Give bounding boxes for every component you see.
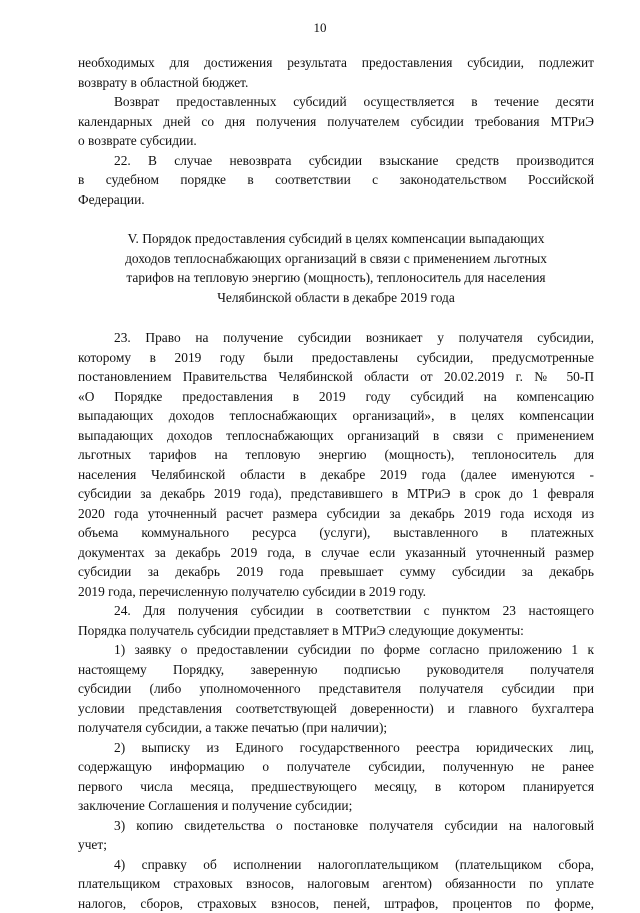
text-line: календарных дней со дня получения получателем субсидии требования МТРиЭ xyxy=(78,112,594,132)
text-line: 24. Для получения субсидии в соответствии с пунктом 23 настоящего xyxy=(78,601,594,621)
text-line: объема коммунального ресурса (услуги), выставленного в платежных xyxy=(78,523,594,543)
document-body xyxy=(78,53,594,913)
text-line: субсидии за декабрь 2019 года), представившего в МТРиЭ в срок до 1 февраля xyxy=(78,484,594,504)
text-line: настоящему Порядку, заверенную подписью руководителя получателя xyxy=(78,660,594,680)
text-line: субсидии (либо уполномоченного представителя получателя субсидии при xyxy=(78,679,594,699)
text-line: заключение Соглашения и получение субсидии; xyxy=(78,796,594,816)
paragraph-23 xyxy=(78,328,594,601)
text-line: выпадающих доходов теплоснабжающих организаций в связи с применением xyxy=(78,426,594,446)
text-line: выпадающих доходов теплоснабжающих организаций», в целях компенсации xyxy=(78,406,594,426)
list-item-4 xyxy=(78,855,594,913)
paragraph-24 xyxy=(78,601,594,640)
text-line: Порядка получатель субсидии представляет в МТРиЭ следующие документы: xyxy=(78,621,594,641)
heading-line: Челябинской области в декабре 2019 года xyxy=(78,288,594,308)
text-line: субсидии за декабрь 2019 года превышает сумму субсидии за декабрь xyxy=(78,562,594,582)
text-line: Возврат предоставленных субсидий осуществляется в течение десяти xyxy=(78,92,594,112)
text-line: плательщиком страховых взносов, налоговым агентом) обязанности по уплате xyxy=(78,874,594,894)
text-line: 23. Право на получение субсидии возникает у получателя субсидии, xyxy=(78,328,594,348)
page-number: 10 xyxy=(0,20,640,36)
paragraph-22 xyxy=(78,151,594,210)
text-line: возврату в областной бюджет. xyxy=(78,73,594,93)
heading-line: V. Порядок предоставления субсидий в целях компенсации выпадающих xyxy=(78,229,594,249)
text-line: которому в 2019 году были предоставлены субсидии, предусмотренные xyxy=(78,348,594,368)
text-line: «О Порядке предоставления в 2019 году субсидий на компенсацию xyxy=(78,387,594,407)
text-line: документах за декабрь 2019 года, в случае если указанный уточненный размер xyxy=(78,543,594,563)
text-line: 2020 года уточненный расчет размера субсидии за декабрь 2019 года исходя из xyxy=(78,504,594,524)
section-heading xyxy=(78,229,594,307)
text-line: о возврате субсидии. xyxy=(78,131,594,151)
paragraph-continuation xyxy=(78,53,594,92)
text-line: условии представления соответствующей доверенности) и главного бухгалтера xyxy=(78,699,594,719)
heading-line: тарифов на тепловую энергию (мощность), теплоноситель для населения xyxy=(78,268,594,288)
text-line: 4) справку об исполнении налогоплательщиком (плательщиком сбора, xyxy=(78,855,594,875)
text-line: 2019 года, перечисленную получателю субсидии в 2019 году. xyxy=(78,582,594,602)
text-line: получателя субсидии, а также печатью (при наличии); xyxy=(78,718,594,738)
text-line: населения Челябинской области в декабре 2019 года (далее именуются - xyxy=(78,465,594,485)
text-line: налогов, сборов, страховых взносов, пеней, штрафов, процентов по форме, xyxy=(78,894,594,913)
text-line: постановлением Правительства Челябинской области от 20.02.2019 г. № 50-П xyxy=(78,367,594,387)
text-line: 22. В случае невозврата субсидии взыскание средств производится xyxy=(78,151,594,171)
text-line: 3) копию свидетельства о постановке получателя субсидии на налоговый xyxy=(78,816,594,836)
paragraph-refund xyxy=(78,92,594,151)
text-line: содержащую информацию о получателе субсидии, полученную не ранее xyxy=(78,757,594,777)
list-item-1 xyxy=(78,640,594,738)
text-line: 1) заявку о предоставлении субсидии по форме согласно приложению 1 к xyxy=(78,640,594,660)
list-item-2 xyxy=(78,738,594,816)
heading-line: доходов теплоснабжающих организаций в связи с применением льготных xyxy=(78,249,594,269)
text-line: учет; xyxy=(78,835,594,855)
text-line: 2) выписку из Единого государственного реестра юридических лиц, xyxy=(78,738,594,758)
text-line: необходимых для достижения результата предоставления субсидии, подлежит xyxy=(78,53,594,73)
list-item-3 xyxy=(78,816,594,855)
text-line: Федерации. xyxy=(78,190,594,210)
text-line: в судебном порядке в соответствии с законодательством Российской xyxy=(78,170,594,190)
text-line: первого числа месяца, предшествующего месяцу, в котором планируется xyxy=(78,777,594,797)
text-line: льготных тарифов на тепловую энергию (мощность), теплоноситель для xyxy=(78,445,594,465)
